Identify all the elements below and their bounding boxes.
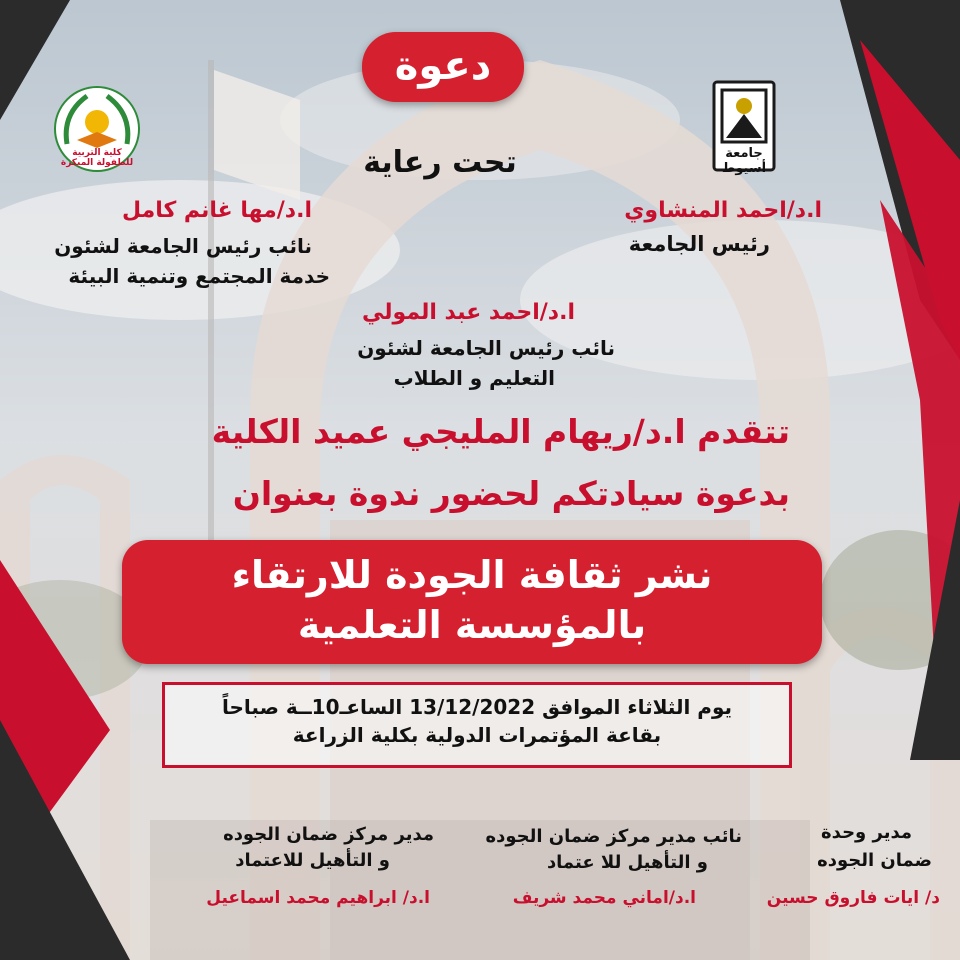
signatory-deputy-director-role-line1: نائب مدير مركز ضمان الجوده [485,826,742,847]
signatory-center-director-role-line2: و التأهيل للاعتماد [235,850,390,871]
signatory-center-director-name: ا.د/ ابراهيم محمد اسماعيل [206,888,430,908]
seminar-invite-line: بدعوة سيادتكم لحضور ندوة بعنوان [232,474,790,513]
invitation-badge: دعوة [362,32,524,102]
seminar-title-line2: بالمؤسسة التعلمية [297,603,647,647]
patron-community-vp-title-line2: خدمة المجتمع وتنمية البيئة [68,264,330,288]
signatory-unit-director-name: د/ ايات فاروق حسين [766,888,940,908]
seminar-title-box [122,540,822,664]
patron-community-vp-title-line1: نائب رئيس الجامعة لشئون [54,234,312,258]
seminar-title-line1: نشر ثقافة الجودة للارتقاء [231,553,713,597]
bottom-left-corner-decoration [0,560,130,960]
right-side-red-stripe [820,200,960,760]
patron-president-title: رئيس الجامعة [628,232,770,256]
patronage-heading: تحت رعاية [363,145,517,180]
dean-invite-line: تتقدم ا.د/ريهام المليجي عميد الكلية [211,412,790,451]
patron-education-vp-name: ا.د/احمد عبد المولي [362,300,575,325]
patron-education-vp-title-line1: نائب رئيس الجامعة لشئون [357,336,615,360]
event-venue: بقاعة المؤتمرات الدولية بكلية الزراعة [292,723,662,747]
signatory-unit-director-role-line1: مدير وحدة [821,822,912,843]
faculty-logo-caption: كلية التربية للطفولة المبكرة [60,148,134,168]
signatory-center-director-role-line1: مدير مركز ضمان الجوده [223,824,434,845]
university-logo-caption: جامعة أسيوط [721,146,767,176]
signatory-deputy-director-name: ا.د/اماني محمد شريف [512,888,696,908]
signatory-unit-director-role-line2: ضمان الجوده [817,850,932,871]
patron-president-name: ا.د/احمد المنشاوي [624,198,822,223]
patron-community-vp-name: ا.د/مها غانم كامل [121,198,312,223]
event-details-box [162,682,792,768]
patron-education-vp-title-line2: التعليم و الطلاب [393,366,555,390]
signatory-deputy-director-role-line2: و التأهيل للا عتماد [546,852,708,873]
event-date-time: يوم الثلاثاء الموافق 13/12/2022 الساعـ10ــة صباحاً [221,695,732,719]
